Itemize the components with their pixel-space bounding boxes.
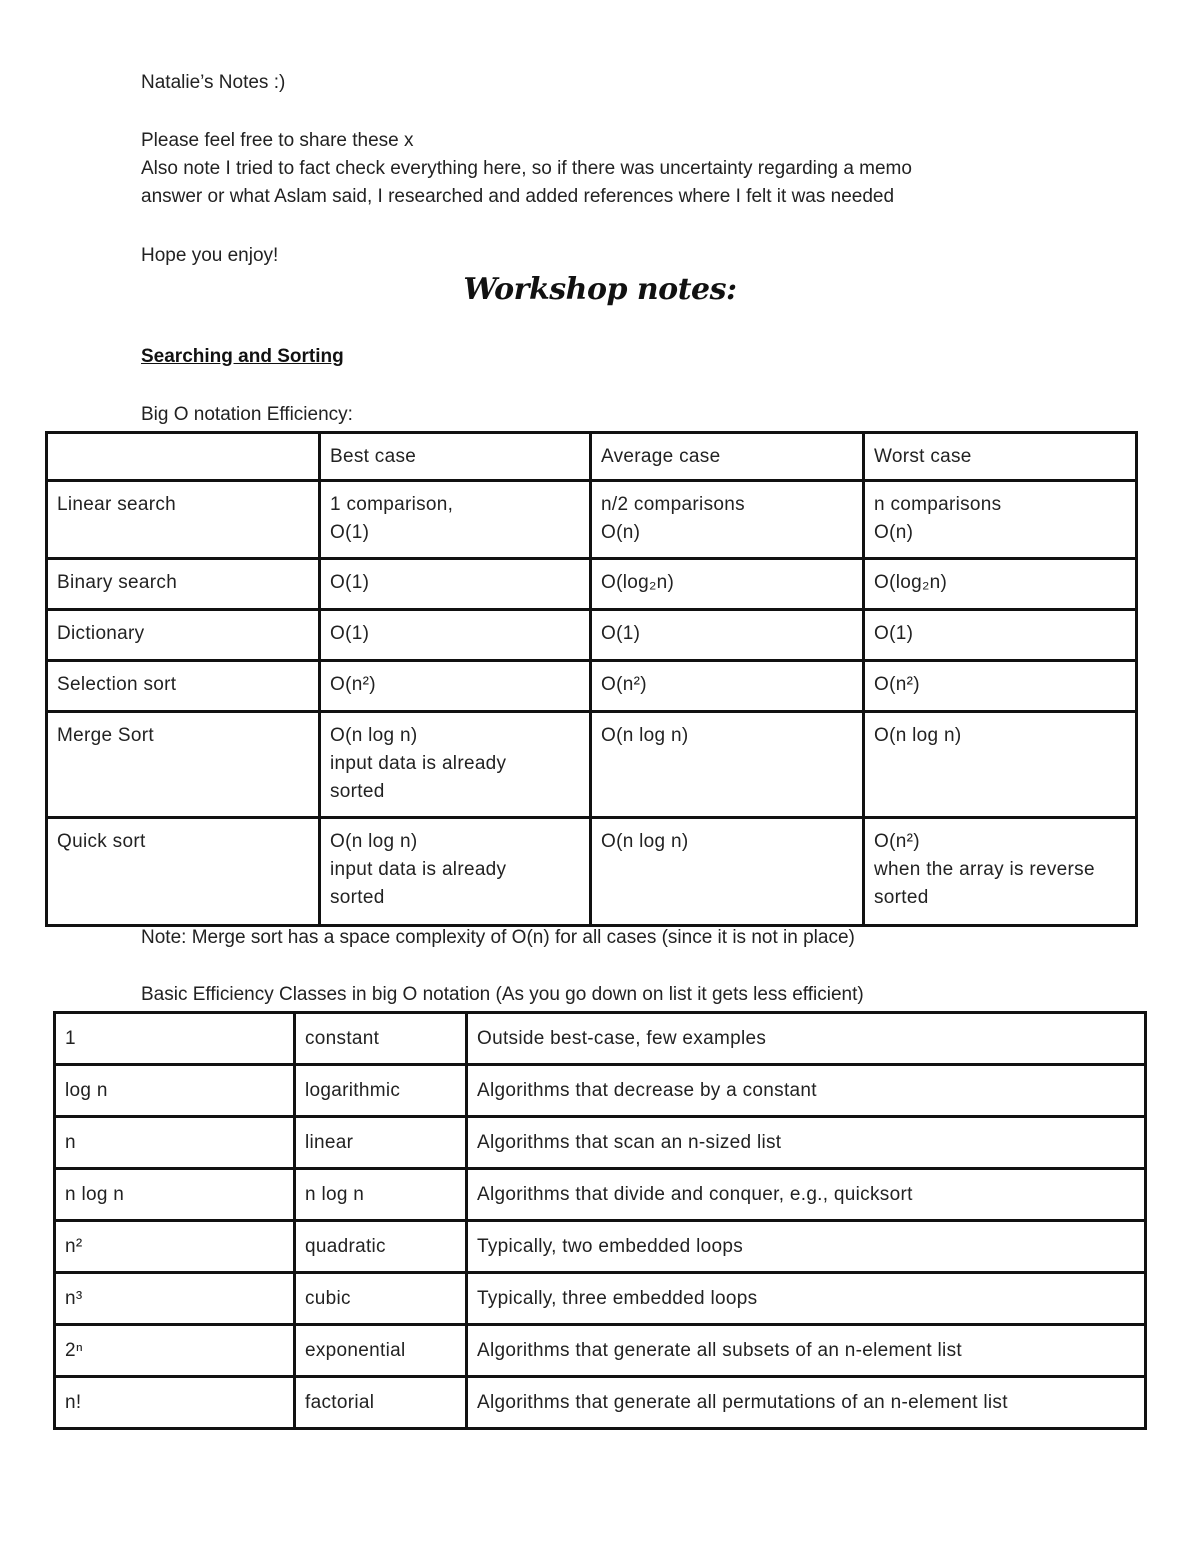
table-cell: linear (295, 1117, 467, 1169)
table-cell: Selection sort (47, 661, 320, 712)
table-cell: Algorithms that generate all permutations of an n-element list (467, 1377, 1146, 1429)
table-header-cell: Worst case (864, 433, 1137, 481)
table-header-cell: Average case (591, 433, 864, 481)
table-cell: 1 comparison, O(1) (320, 481, 591, 559)
table-row (55, 1117, 1146, 1169)
table-header-cell (47, 433, 320, 481)
table-cell: n log n (295, 1169, 467, 1221)
table-cell: Merge Sort (47, 712, 320, 818)
table-cell: n (55, 1117, 295, 1169)
table-cell: O(log₂n) (864, 559, 1137, 610)
table-cell: O(1) (320, 559, 591, 610)
efficiency-classes-table (53, 1011, 1147, 1430)
table-cell: Linear search (47, 481, 320, 559)
table-cell: Quick sort (47, 818, 320, 926)
table-cell: n/2 comparisons O(n) (591, 481, 864, 559)
table-cell: 1 (55, 1013, 295, 1065)
big-o-efficiency-table (45, 431, 1138, 927)
table-row (47, 818, 1137, 926)
table-cell: O(n log n) (591, 818, 864, 926)
table-cell: Algorithms that scan an n-sized list (467, 1117, 1146, 1169)
table-cell: Algorithms that generate all subsets of an n-element list (467, 1325, 1146, 1377)
table-row (55, 1325, 1146, 1377)
table-row (47, 481, 1137, 559)
table-cell: exponential (295, 1325, 467, 1377)
table-cell: O(n log n) input data is already sorted (320, 712, 591, 818)
table-row (55, 1169, 1146, 1221)
big-o-table-label: Big O notation Efficiency: (141, 404, 353, 425)
table-cell: factorial (295, 1377, 467, 1429)
table-row (55, 1013, 1146, 1065)
efficiency-classes-label: Basic Efficiency Classes in big O notation (As you go down on list it gets less efficient) (141, 984, 864, 1005)
table-cell: n log n (55, 1169, 295, 1221)
section-heading: Searching and Sorting (141, 346, 344, 367)
merge-sort-note: Note: Merge sort has a space complexity of O(n) for all cases (since it is not in place) (141, 927, 855, 948)
table-cell: O(n²) (320, 661, 591, 712)
table-cell: O(n log n) input data is already sorted (320, 818, 591, 926)
intro-line-1: Natalie’s Notes :) (141, 72, 286, 93)
table-cell: Typically, two embedded loops (467, 1221, 1146, 1273)
table-cell: n! (55, 1377, 295, 1429)
table-cell: 2ⁿ (55, 1325, 295, 1377)
intro-line-3: Also note I tried to fact check everything here, so if there was uncertainty regarding a memo (141, 158, 912, 179)
table-cell: n² (55, 1221, 295, 1273)
table-cell: O(n²) (591, 661, 864, 712)
table-cell: O(n²) when the array is reverse sorted (864, 818, 1137, 926)
page-title: Workshop notes: (463, 272, 737, 307)
table-header-cell: Best case (320, 433, 591, 481)
table-cell: quadratic (295, 1221, 467, 1273)
table-cell: Algorithms that divide and conquer, e.g., quicksort (467, 1169, 1146, 1221)
table-cell: O(1) (591, 610, 864, 661)
table-cell: log n (55, 1065, 295, 1117)
table-row (47, 610, 1137, 661)
table-cell: O(1) (864, 610, 1137, 661)
table-cell: logarithmic (295, 1065, 467, 1117)
table-cell: cubic (295, 1273, 467, 1325)
table-cell: Outside best-case, few examples (467, 1013, 1146, 1065)
table-row (55, 1377, 1146, 1429)
intro-line-2: Please feel free to share these x (141, 130, 414, 151)
table-row (47, 559, 1137, 610)
table-cell: Typically, three embedded loops (467, 1273, 1146, 1325)
intro-line-4: answer or what Aslam said, I researched and added references where I felt it was needed (141, 186, 895, 207)
table-cell: Dictionary (47, 610, 320, 661)
table-cell: O(1) (320, 610, 591, 661)
table-cell: O(log₂n) (591, 559, 864, 610)
table-row (47, 712, 1137, 818)
table-row (55, 1273, 1146, 1325)
table-cell: constant (295, 1013, 467, 1065)
table-cell: O(n log n) (864, 712, 1137, 818)
table-row (47, 661, 1137, 712)
table-cell: n³ (55, 1273, 295, 1325)
table-row (55, 1221, 1146, 1273)
intro-line-5: Hope you enjoy! (141, 245, 279, 266)
table-header-row (47, 433, 1137, 481)
table-row (55, 1065, 1146, 1117)
table-cell: Binary search (47, 559, 320, 610)
table-cell: O(n log n) (591, 712, 864, 818)
table-cell: O(n²) (864, 661, 1137, 712)
table-cell: n comparisons O(n) (864, 481, 1137, 559)
table-cell: Algorithms that decrease by a constant (467, 1065, 1146, 1117)
